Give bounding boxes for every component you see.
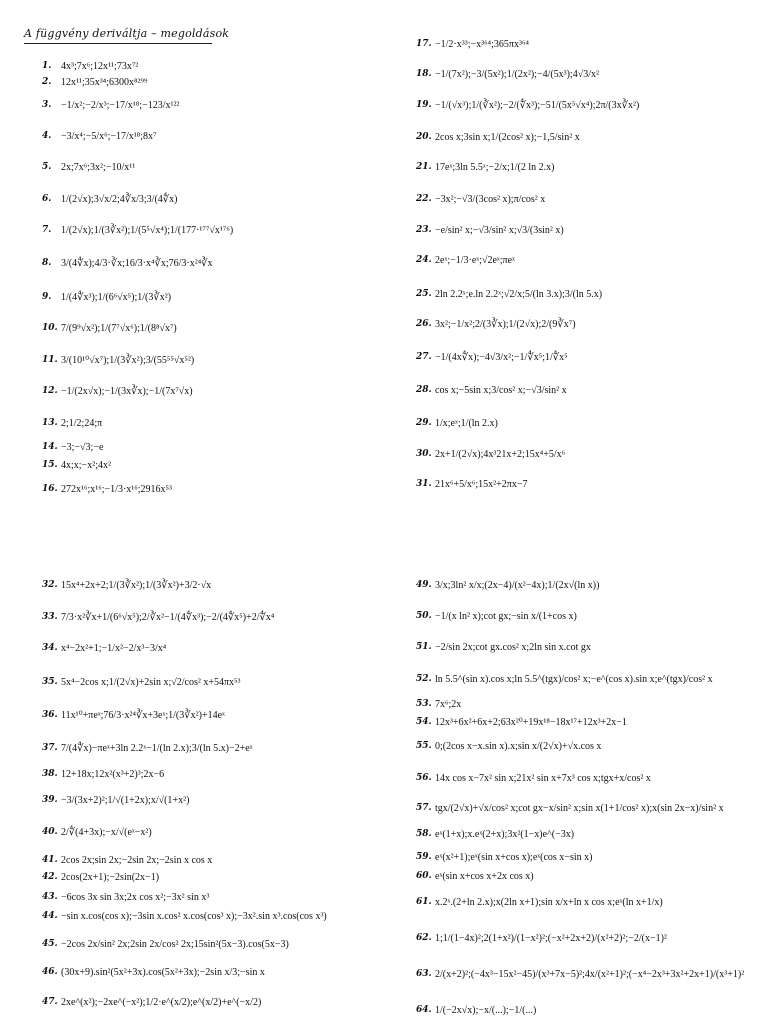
item-expression: 2;1/2;24;π xyxy=(61,417,103,429)
solution-item xyxy=(42,638,166,658)
solution-item xyxy=(416,892,663,912)
solution-item xyxy=(416,575,599,595)
item-expression: 12x³+6x²+6x+2;63x²⁰+19x¹⁸−18x¹⁷+12x³+2x−1 xyxy=(435,716,627,728)
item-number: 9. xyxy=(42,291,52,302)
solution-item xyxy=(42,575,211,595)
solution-item xyxy=(42,992,261,1012)
item-expression: 272x¹⁶;x¹⁶;−1/3·x¹⁶;2916x⁵³ xyxy=(61,483,173,495)
item-expression: eˣ(1+x);x.eˣ(2+x);3x²(1−x)e^(−3x) xyxy=(435,828,575,840)
solution-item xyxy=(416,474,528,494)
item-expression: −1/(4x∜x);−4√3/x²;−1/∜x⁵;1/∜x⁵ xyxy=(435,351,568,363)
item-number: 46. xyxy=(42,966,58,977)
item-expression: −3;−√3;−e xyxy=(61,441,104,453)
item-number: 19. xyxy=(416,99,432,110)
page-title: A függvény deriváltja – megoldások xyxy=(24,27,230,40)
solution-item xyxy=(42,381,193,401)
item-number: 52. xyxy=(416,673,432,684)
item-number: 27. xyxy=(416,351,432,362)
solution-item xyxy=(42,962,265,982)
item-number: 61. xyxy=(416,896,432,907)
solution-item xyxy=(416,347,568,367)
solution-item xyxy=(42,738,253,758)
item-number: 8. xyxy=(42,257,52,268)
item-expression: 0;(2cos x−x.sin x).x;sin x/(2√x)+√x.cos x xyxy=(435,740,602,752)
item-expression: 12+18x;12x²(x³+2)³;2x−6 xyxy=(61,768,165,780)
item-expression: x⁴−2x²+1;−1/x²−2/x³−3/x⁴ xyxy=(61,642,167,654)
item-expression: −1/(x ln² x);cot gx;−sin x/(1+cos x) xyxy=(435,610,577,622)
item-expression: 2cos(2x+1);−2sin(2x−1) xyxy=(61,871,160,883)
solution-item xyxy=(416,250,515,270)
solution-item xyxy=(416,64,599,84)
item-expression: 2ln 2.2ˣ;e.ln 2.2ˣ;√2/x;5/(ln 3.x);3/(ln 5.x) xyxy=(435,288,603,300)
item-number: 34. xyxy=(42,642,58,653)
item-number: 41. xyxy=(42,854,58,865)
solution-item xyxy=(42,72,148,92)
solution-item xyxy=(42,906,327,926)
solution-item xyxy=(42,479,172,499)
solution-item xyxy=(42,287,171,307)
item-expression: −6cos 3x sin 3x;2x cos x²;−3x² sin x³ xyxy=(61,891,210,903)
item-number: 25. xyxy=(416,288,432,299)
solution-item xyxy=(416,220,564,240)
item-number: 1. xyxy=(42,60,52,71)
solution-item xyxy=(42,934,289,954)
solution-item xyxy=(42,413,102,433)
item-expression: 7/(4∜x)−πeˣ+3ln 2.2ˣ−1/(ln 2.x);3/(ln 5.x)−2+eˣ xyxy=(61,742,253,754)
item-expression: 3/(4∜x);4/3·∛x;16/3·x⁴∛x;76/3·x²⁴∛x xyxy=(61,257,213,269)
item-number: 21. xyxy=(416,161,432,172)
item-expression: 2/(x+2)²;(−4x³−15x²−45)/(x³+7x−5)²;4x/(x²+1)²;(−x⁴−2x³+3x²+2x+1)/(x³+1)² xyxy=(435,968,745,980)
item-number: 7. xyxy=(42,224,52,235)
item-expression: 1;1/(1−4x)²;2(1+x²)/(1−x²)²;(−x²+2x+2)/(x²+2)²;−2/(x−1)² xyxy=(435,932,667,944)
item-expression: x.2ˣ.(2+ln 2.x);x(2ln x+1);sin x/x+ln x cos x;eˣ(ln x+1/x) xyxy=(435,896,663,908)
solution-item xyxy=(416,824,574,844)
solution-item xyxy=(416,798,724,818)
solution-item xyxy=(42,95,179,115)
item-number: 44. xyxy=(42,910,58,921)
solution-item xyxy=(42,455,111,475)
solution-item xyxy=(42,350,194,370)
item-expression: 1/(2√x);1/(3∛x²);1/(5⁵√x⁴);1/(177·¹⁷⁷√x¹⁷⁶) xyxy=(61,224,234,236)
item-number: 22. xyxy=(416,193,432,204)
item-expression: 3/(10¹⁰√x⁷);1/(3∛x²);3/(55⁵⁵√x⁵²) xyxy=(61,354,195,366)
item-expression: 7/(9⁹√x²);1/(7⁷√x⁶);1/(8⁸√x⁷) xyxy=(61,322,177,334)
solution-item xyxy=(42,253,213,273)
item-expression: 2x+1/(2√x);4x³21x+2;15x⁴+5/x⁶ xyxy=(435,448,566,460)
item-number: 56. xyxy=(416,772,432,783)
solution-item xyxy=(416,694,461,714)
item-number: 5. xyxy=(42,161,52,172)
item-number: 58. xyxy=(416,828,432,839)
item-number: 37. xyxy=(42,742,58,753)
item-expression: 14x cos x−7x² sin x;21x² sin x+7x³ cos x;tgx+x/cos² x xyxy=(435,772,651,784)
item-number: 31. xyxy=(416,478,432,489)
item-expression: 1/(−2x√x);−x/(...);−1/(...) xyxy=(435,1004,537,1016)
item-expression: 7/3·x²∛x+1/(6⁶√x⁵);2/∛x²−1/(4∜x³);−2/(4∜x⁵)+2/∜x⁴ xyxy=(61,611,275,623)
item-expression: −3/(3x+2)²;1/√(1+2x);x/√(1+x²) xyxy=(61,794,190,806)
solution-item xyxy=(416,127,580,147)
item-number: 63. xyxy=(416,968,432,979)
item-expression: 15x⁴+2x+2;1/(3∛x²);1/(3∛x²)+3/2·√x xyxy=(61,579,212,591)
item-expression: −1/(2x√x);−1/(3x∛x);−1/(7x⁷√x) xyxy=(61,385,193,397)
item-expression: cos x;−5sin x;3/cos² x;−√3/sin² x xyxy=(435,384,567,396)
item-expression: −e/sin² x;−√3/sin² x;√3/(3sin² x) xyxy=(435,224,564,236)
item-number: 38. xyxy=(42,768,58,779)
solution-item xyxy=(42,126,157,146)
item-number: 59. xyxy=(416,851,432,862)
item-number: 35. xyxy=(42,676,58,687)
item-number: 4. xyxy=(42,130,52,141)
item-expression: 11x¹⁰+πeˣ;76/3·x²⁴∛x+3eˣ;1/(3∛x²)+14eˣ xyxy=(61,709,225,721)
solution-item xyxy=(42,672,241,692)
item-number: 23. xyxy=(416,224,432,235)
item-number: 57. xyxy=(416,802,432,813)
item-expression: 2cos x;3sin x;1/(2cos² x);−1,5/sin² x xyxy=(435,131,580,143)
item-expression: (30x+9).sin²(5x²+3x).cos(5x²+3x);−2sin x/3;−sin x xyxy=(61,966,265,978)
solution-item xyxy=(416,928,667,948)
solution-item xyxy=(416,669,713,689)
solution-item xyxy=(416,444,565,464)
solution-item xyxy=(416,413,498,433)
item-expression: ln 5.5^(sin x).cos x;ln 5.5^(tgx)/cos² x;−e^(cos x).sin x;e^(tgx)/cos² x xyxy=(435,673,713,685)
item-number: 53. xyxy=(416,698,432,709)
item-expression: −1/(7x²);−3/(5x²);1/(2x²);−4/(5x³);4√3/x² xyxy=(435,68,600,80)
solution-item xyxy=(416,1000,536,1020)
solution-item xyxy=(416,157,554,177)
item-number: 60. xyxy=(416,870,432,881)
item-number: 17. xyxy=(416,38,432,49)
item-expression: −1/(√x³);1/(∛x²);−2/(∜x³);−51/(5x⁵√x⁴);2π/(3x∛x²) xyxy=(435,99,640,111)
solution-item xyxy=(416,95,639,115)
solution-item xyxy=(416,768,651,788)
item-number: 32. xyxy=(42,579,58,590)
item-expression: −3/x⁴;−5/x⁶;−17/x¹⁸;8x⁷ xyxy=(61,130,157,142)
item-number: 13. xyxy=(42,417,58,428)
item-expression: 21x⁶+5/x⁶;15x²+2πx−7 xyxy=(435,478,528,490)
item-number: 50. xyxy=(416,610,432,621)
item-number: 43. xyxy=(42,891,58,902)
item-number: 16. xyxy=(42,483,58,494)
solution-item xyxy=(42,867,159,887)
solution-item xyxy=(42,887,209,907)
item-expression: 12x¹¹;35x³⁴;6300x⁸²⁹⁹ xyxy=(61,76,148,88)
solution-item xyxy=(42,220,233,240)
item-expression: −2/sin 2x;cot gx.cos² x;2ln sin x.cot gx xyxy=(435,641,591,653)
solution-item xyxy=(416,866,534,886)
item-expression: 3x²;−1/x²;2/(3∛x);1/(2√x);2/(9∛x⁷) xyxy=(435,318,576,330)
item-number: 11. xyxy=(42,354,58,365)
item-expression: −3x²;−√3/(3cos² x);π/cos² x xyxy=(435,193,546,205)
item-number: 6. xyxy=(42,193,52,204)
item-expression: eˣ(sin x+cos x+2x cos x) xyxy=(435,870,534,882)
item-number: 15. xyxy=(42,459,58,470)
item-expression: 3/x;3ln² x/x;(2x−4)/(x²−4x);1/(2x√(ln x)) xyxy=(435,579,600,591)
solution-item xyxy=(416,34,529,54)
solution-item xyxy=(42,822,152,842)
solution-item xyxy=(416,964,744,984)
item-expression: −sin x.cos(cos x);−3sin x.cos² x.cos(cos³ x);−3x².sin x³.cos(cos x³) xyxy=(61,910,327,922)
solution-item xyxy=(416,847,592,867)
item-number: 26. xyxy=(416,318,432,329)
item-number: 28. xyxy=(416,384,432,395)
item-number: 55. xyxy=(416,740,432,751)
item-number: 20. xyxy=(416,131,432,142)
item-number: 3. xyxy=(42,99,52,110)
item-expression: tgx/(2√x)+√x/cos² x;cot gx−x/sin² x;sin x(1+1/cos² x);x(sin 2x−x)/sin² x xyxy=(435,802,724,814)
item-number: 62. xyxy=(416,932,432,943)
solution-item xyxy=(416,380,567,400)
solution-item xyxy=(416,284,602,304)
item-number: 45. xyxy=(42,938,58,949)
item-expression: 1/(4∜x³);1/(6⁶√x⁵);1/(3∛x²) xyxy=(61,291,172,303)
item-number: 29. xyxy=(416,417,432,428)
solution-item xyxy=(42,189,178,209)
item-expression: −2cos 2x/sin² 2x;2sin 2x/cos² 2x;15sin²(5x−3).cos(5x−3) xyxy=(61,938,289,950)
solution-item xyxy=(416,314,576,334)
item-expression: eˣ(x²+1);eˣ(sin x+cos x);eˣ(cos x−sin x) xyxy=(435,851,593,863)
item-expression: 7x⁶;2x xyxy=(435,698,462,710)
item-number: 33. xyxy=(42,611,58,622)
solution-item xyxy=(42,437,103,457)
item-expression: 1/(2√x);3√x/2;4∛x/3;3/(4∜x) xyxy=(61,193,178,205)
item-number: 40. xyxy=(42,826,58,837)
item-number: 14. xyxy=(42,441,58,452)
item-number: 36. xyxy=(42,709,58,720)
solution-item xyxy=(42,764,164,784)
item-expression: 4x³;7x⁶;12x¹¹;73x⁷² xyxy=(61,60,139,72)
item-expression: −1/x²;−2/x³;−17/x¹⁸;−123/x¹²² xyxy=(61,99,180,111)
item-number: 30. xyxy=(416,448,432,459)
item-expression: 5x⁴−2cos x;1/(2√x)+2sin x;√2/cos² x+54πx⁵³ xyxy=(61,676,241,688)
item-expression: 4x;x;−x²;4x² xyxy=(61,459,111,471)
item-number: 10. xyxy=(42,322,58,333)
solution-item xyxy=(416,189,545,209)
item-number: 64. xyxy=(416,1004,432,1015)
solution-item xyxy=(42,607,274,627)
item-expression: 1/x;eˣ;1/(ln 2.x) xyxy=(435,417,498,429)
item-number: 54. xyxy=(416,716,432,727)
item-expression: 2cos 2x;sin 2x;−2sin 2x;−2sin x cos x xyxy=(61,854,213,866)
item-expression: 17eˣ;3ln 5.5ˣ;−2/x;1/(2 ln 2.x) xyxy=(435,161,555,173)
solution-item xyxy=(42,157,135,177)
solution-item xyxy=(42,318,177,338)
solution-item xyxy=(416,606,577,626)
solution-item xyxy=(416,736,601,756)
solution-item xyxy=(42,790,189,810)
item-number: 2. xyxy=(42,76,52,87)
solution-item xyxy=(42,705,225,725)
item-number: 12. xyxy=(42,385,58,396)
item-number: 42. xyxy=(42,871,58,882)
solution-item xyxy=(416,637,591,657)
item-expression: 2xe^(x²);−2xe^(−x²);1/2·e^(x/2);e^(x/2)+e^(−x/2) xyxy=(61,996,262,1008)
item-number: 51. xyxy=(416,641,432,652)
solution-item xyxy=(416,712,627,732)
item-number: 18. xyxy=(416,68,432,79)
title-underline xyxy=(24,43,212,44)
item-expression: −1/2·x³³;−x³⁶⁴;365πx³⁶⁴ xyxy=(435,38,529,50)
item-expression: 2x;7x⁶;3x²;−10/x¹¹ xyxy=(61,161,136,173)
item-expression: 2/∜(4+3x);−x/√(eˣ−x²) xyxy=(61,826,152,838)
item-expression: 2eˣ;−1/3·eˣ;√2eˣ;πeˣ xyxy=(435,254,515,266)
item-number: 49. xyxy=(416,579,432,590)
item-number: 24. xyxy=(416,254,432,265)
item-number: 47. xyxy=(42,996,58,1007)
item-number: 39. xyxy=(42,794,58,805)
